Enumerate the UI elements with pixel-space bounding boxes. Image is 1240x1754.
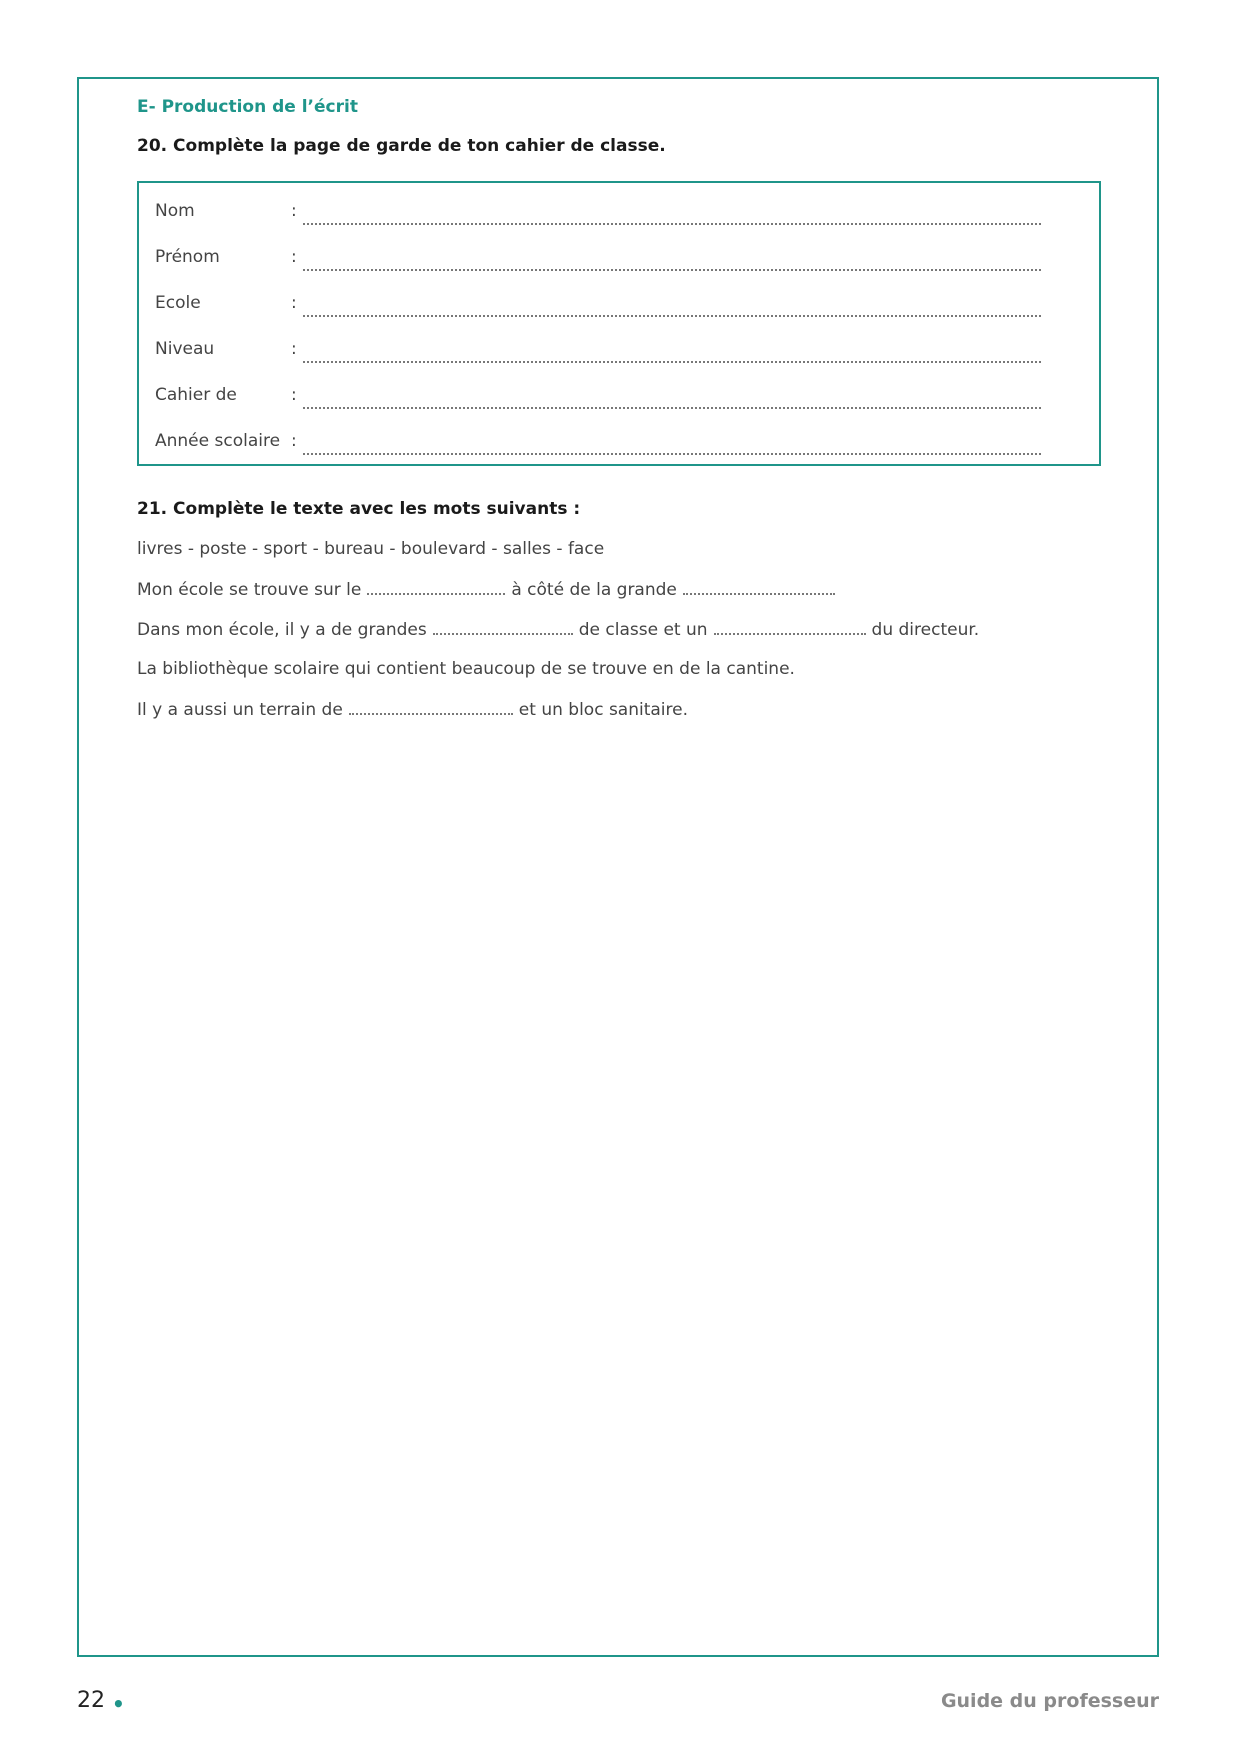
field-prenom: [155, 243, 1041, 273]
field-colon: :: [291, 339, 297, 359]
field-label: Nom: [155, 201, 195, 221]
footer-guide-title: Guide du professeur: [940, 1690, 1159, 1712]
field-nom: [155, 197, 1041, 227]
field-colon: :: [291, 201, 297, 221]
field-colon: :: [291, 385, 297, 405]
field-niveau: [155, 335, 1041, 365]
bullet-icon: •: [112, 1692, 125, 1716]
field-label: Niveau: [155, 339, 215, 359]
exercise-20-prompt: 20. Complète la page de garde de ton cahier de classe.: [137, 136, 666, 156]
field-colon: :: [291, 431, 297, 451]
field-blank-line[interactable]: [303, 339, 1041, 363]
field-ecole: [155, 289, 1041, 319]
field-annee-scolaire: [155, 427, 1041, 457]
field-colon: :: [291, 247, 297, 267]
sentence-text: et un bloc sanitaire.: [518, 700, 688, 720]
sentence-text: de classe et un: [578, 620, 708, 640]
cover-page-form: [137, 181, 1101, 466]
field-label: Cahier de: [155, 385, 237, 405]
field-blank-line[interactable]: [303, 431, 1041, 455]
section-title: E- Production de l’écrit: [137, 97, 358, 117]
sentence-text: La bibliothèque scolaire qui contient beaucoup de se trouve en de la cantine.: [137, 659, 795, 679]
word-bank: livres - poste - sport - bureau - boulevard - salles - face: [137, 539, 605, 559]
page-frame: [77, 77, 1159, 1657]
blank-3[interactable]: [433, 619, 573, 635]
sentence-text: du directeur.: [871, 620, 980, 640]
field-label: Année scolaire: [155, 431, 281, 451]
blank-2[interactable]: [683, 579, 835, 595]
field-blank-line[interactable]: [303, 293, 1041, 317]
sentence-text: Il y a aussi un terrain de: [137, 700, 343, 720]
field-blank-line[interactable]: [303, 201, 1041, 225]
sentence-3: [137, 659, 795, 679]
field-cahier-de: [155, 381, 1041, 411]
sentence-4: [137, 699, 688, 720]
field-blank-line[interactable]: [303, 385, 1041, 409]
field-colon: :: [291, 293, 297, 313]
field-label: Ecole: [155, 293, 201, 313]
field-label: Prénom: [155, 247, 220, 267]
blank-5[interactable]: [349, 699, 513, 715]
sentence-2: [137, 619, 979, 640]
blank-1[interactable]: [367, 579, 505, 595]
exercise-21-prompt: 21. Complète le texte avec les mots suivants :: [137, 499, 581, 519]
sentence-1: [137, 579, 841, 600]
field-blank-line[interactable]: [303, 247, 1041, 271]
page-number: 22: [77, 1688, 105, 1713]
sentence-text: Mon école se trouve sur le: [137, 580, 362, 600]
blank-4[interactable]: [714, 619, 866, 635]
sentence-text: Dans mon école, il y a de grandes: [137, 620, 427, 640]
sentence-text: à côté de la grande: [511, 580, 677, 600]
